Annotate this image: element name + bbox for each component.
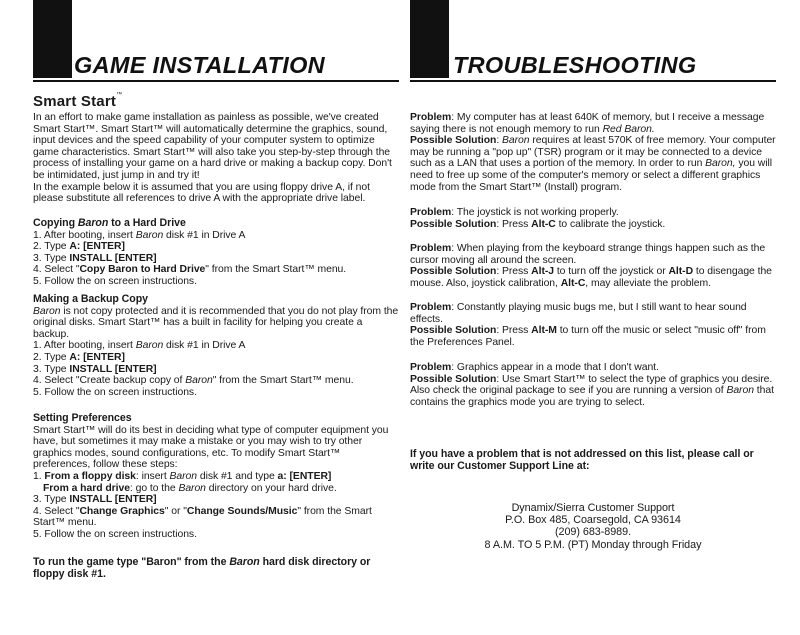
problem-label: Problem — [410, 112, 452, 123]
problem-3-solution — [410, 266, 776, 289]
address-line-1: Dynamix/Sierra Customer Support — [511, 502, 675, 514]
step-text: 2. Type — [33, 351, 70, 363]
step-italic: Baron — [135, 340, 164, 352]
solution-italic: Baron, — [705, 158, 736, 170]
footer-italic: Baron — [229, 556, 260, 568]
section-heading-troubleshooting: TROUBLESHOOTING — [453, 52, 697, 78]
problem-1-solution — [410, 135, 776, 193]
address-line-4: 8 A.M. TO 5 P.M. (PT) Monday through Friday — [484, 538, 702, 551]
problem-4-statement — [410, 302, 776, 325]
prefs-step-5: 5. Follow the on screen instructions. — [33, 528, 197, 540]
solution-label: Possible Solution — [410, 373, 497, 385]
copy-section-title — [33, 218, 399, 230]
support-address — [410, 502, 776, 551]
solution-text: : — [496, 135, 503, 147]
solution-bold: Alt-C — [531, 218, 556, 230]
backup-step-4 — [33, 375, 399, 387]
step-text: " from the Smart Start™ menu. — [212, 375, 354, 387]
problem-text: : My computer has at least 640K of memory, but I receive a message saying there is not enough memory to run — [410, 112, 765, 135]
problem-4-solution — [410, 325, 776, 348]
solution-text: to turn off the music or select "music off" from the Preferences Panel. — [410, 325, 766, 348]
run-game-footer — [33, 557, 399, 580]
backup-text: is not copy protected and it is recommended that you do not play from the original disks. Smart Start™ has a built in facility for helping you create a backup. — [33, 305, 399, 340]
problem-text: : The joystick is not working properly. — [451, 207, 619, 218]
backup-step-3 — [33, 364, 399, 376]
step-bold: A: [ENTER] — [69, 241, 125, 253]
step-text: : go to the — [129, 482, 179, 494]
prefs-section-title: Setting Preferences — [33, 412, 132, 424]
smart-start-title — [33, 93, 122, 110]
solution-label: Possible Solution — [410, 325, 497, 337]
problem-text: : Graphics appear in a mode that I don't want. — [451, 362, 659, 373]
step-text: disk #1 in Drive A — [163, 340, 246, 352]
solution-text: : Use Smart Start™ to select the type of graphics you desire. Also check the original package to see if you are running a version of — [410, 373, 773, 397]
intro-block — [33, 112, 399, 205]
backup-italic: Baron — [33, 305, 61, 317]
section-heading-game-installation: GAME INSTALLATION — [74, 52, 325, 78]
solution-bold: Alt-J — [531, 266, 554, 278]
footer-text: To run the game type "Baron" from the — [33, 556, 230, 568]
problem-5 — [410, 362, 776, 408]
copy-step-3 — [33, 253, 399, 265]
heading-rule — [410, 80, 776, 82]
step-text: disk #1 in Drive A — [163, 229, 246, 241]
solution-bold: Alt-C — [560, 277, 586, 289]
step-text: 3. Type — [33, 363, 70, 375]
problem-2-solution — [410, 219, 776, 231]
solution-text: that contains the graphics mode you are trying to select. — [410, 385, 774, 408]
step-italic: Baron — [169, 470, 197, 482]
step-text: 4. Select " — [33, 264, 80, 276]
footer-text: hard disk directory or floppy disk #1. — [33, 556, 371, 580]
problem-text: : When playing from the keyboard strange things happen such as the cursor moving all around the screen. — [410, 243, 766, 266]
solution-label: Possible Solution — [410, 218, 497, 230]
problem-1 — [410, 112, 776, 193]
backup-step-1 — [33, 340, 399, 352]
step-text: disk #1 and type — [197, 470, 278, 482]
step-text: 1. After booting, insert — [33, 229, 136, 241]
step-text: " or " — [164, 505, 187, 517]
step-bold: From a hard drive — [43, 482, 130, 494]
step-bold: a: [ENTER] — [277, 470, 332, 482]
prefs-step-3 — [33, 494, 399, 506]
address-line-2: P.O. Box 485, Coarsegold, CA 93614 — [505, 514, 681, 527]
black-tab-block — [410, 0, 449, 78]
step-bold: Copy Baron to Hard Drive — [79, 264, 206, 276]
solution-text: , may alleviate the problem. — [585, 277, 711, 289]
black-tab-block — [33, 0, 72, 78]
prefs-paragraph: Smart Start™ will do its best in deciding what type of computer equipment you have, but sometimes it may make a mistake or you may wish to try other graphics modes, sound configurations, etc. To modify Smart Start™ preferences, follow these steps: — [33, 424, 389, 471]
heading-rule — [33, 80, 399, 82]
solution-text: you will need to free up some of the computer's memory or select a different graphics mode from the Smart Start™ (Install) program. — [410, 158, 772, 193]
copy-title-italic: Baron — [77, 217, 109, 229]
step-text: 3. Type — [33, 252, 70, 264]
step-bold: From a floppy disk — [44, 470, 136, 482]
copy-title-part: to a Hard Drive — [108, 217, 186, 229]
problem-2 — [410, 207, 776, 230]
problem-label: Problem — [410, 207, 452, 218]
backup-section-title: Making a Backup Copy — [33, 293, 148, 305]
step-bold: Change Sounds/Music — [186, 505, 298, 517]
step-text: directory on your hard drive. — [205, 482, 337, 494]
step-text: 4. Select "Create backup copy of — [33, 375, 186, 387]
solution-text: to calibrate the joystick. — [555, 218, 666, 230]
solution-text: requires at least 570K of free memory. Your computer may be running a "pop up" (TSR) program or it may be connected to a device such as a LAN that uses a portion of the memory. In order to run — [410, 135, 776, 170]
step-text: " from the Smart Start™ menu. — [33, 505, 372, 529]
problem-3-statement — [410, 243, 776, 266]
solution-label: Possible Solution — [410, 266, 497, 278]
prefs-step-1 — [33, 471, 399, 483]
prefs-step-1-hard-drive — [33, 483, 399, 495]
step-text: 1. After booting, insert — [33, 340, 136, 352]
solution-text: : Press — [496, 325, 532, 337]
problem-3 — [410, 243, 776, 289]
solution-label: Possible Solution — [410, 135, 497, 147]
problem-label: Problem — [410, 243, 452, 254]
solution-italic: Baron — [502, 135, 530, 147]
step-bold: Change Graphics — [79, 505, 165, 517]
solution-bold: Alt-D — [668, 266, 694, 278]
solution-text: : Press — [496, 266, 532, 278]
intro-paragraph-1: In an effort to make game installation as painless as possible, we've created Smart Start™. Smart Start™ will automatically determine the graphics, sound, input devices and the speed capability of your computer system to optimize game characteristics. Smart Start™ will also take you step-by-step through the process of installing your game on a hard drive or making a backup copy. Don't be intimidated, just jump in and try it! — [33, 112, 392, 181]
backup-section — [33, 294, 399, 398]
step-italic: Baron — [135, 229, 164, 241]
problem-label: Problem — [410, 362, 452, 373]
trademark-mark: ™ — [116, 92, 123, 98]
prefs-section — [33, 413, 399, 541]
backup-paragraph — [33, 306, 399, 341]
contact-intro: If you have a problem that is not addressed on this list, please call or write our Customer Support Line at: — [410, 448, 754, 472]
solution-text: to disengage the mouse. Also, joystick calibration, — [410, 266, 772, 289]
copy-step-1 — [33, 230, 399, 242]
copy-step-5: 5. Follow the on screen instructions. — [33, 275, 197, 287]
solution-text: : Press — [496, 218, 532, 230]
problem-5-statement — [410, 362, 776, 374]
step-bold: A: [ENTER] — [69, 351, 125, 363]
smart-start-title-text: Smart Start — [33, 93, 117, 110]
backup-step-5: 5. Follow the on screen instructions. — [33, 386, 197, 398]
step-italic: Baron — [185, 375, 213, 387]
step-text: 2. Type — [33, 241, 70, 253]
step-bold: INSTALL [ENTER] — [69, 252, 157, 264]
step-text: : insert — [135, 470, 170, 482]
step-bold: INSTALL [ENTER] — [69, 494, 157, 506]
problem-text: : Constantly playing music bugs me, but I still want to hear sound effects. — [410, 302, 747, 325]
problem-label: Problem — [410, 302, 452, 313]
intro-paragraph-2: In the example below it is assumed that you are using floppy drive A, if not please substitute all references to drive A with the appropriate drive label. — [33, 181, 370, 205]
address-line-3: (209) 683-8989. — [554, 526, 632, 539]
step-bold: INSTALL [ENTER] — [69, 363, 157, 375]
solution-italic: Baron — [726, 385, 754, 397]
step-text: 1. — [33, 470, 45, 482]
problem-2-statement — [410, 207, 776, 219]
step-text: 3. Type — [33, 494, 70, 506]
problem-italic: Red Baron. — [602, 123, 655, 135]
step-text: " from the Smart Start™ menu. — [205, 264, 347, 276]
problem-1-statement — [410, 112, 776, 135]
step-italic: Baron — [178, 482, 206, 494]
prefs-step-4 — [33, 506, 399, 529]
step-text: 4. Select " — [33, 505, 80, 517]
backup-step-2 — [33, 352, 399, 364]
solution-text: to turn off the joystick or — [554, 266, 669, 278]
copy-step-2 — [33, 241, 399, 253]
copy-title-part: Copying — [33, 217, 78, 229]
solution-bold: Alt-M — [531, 325, 557, 337]
problem-4 — [410, 302, 776, 348]
copy-section — [33, 218, 399, 288]
problem-5-solution — [410, 374, 776, 409]
copy-step-4 — [33, 264, 399, 276]
